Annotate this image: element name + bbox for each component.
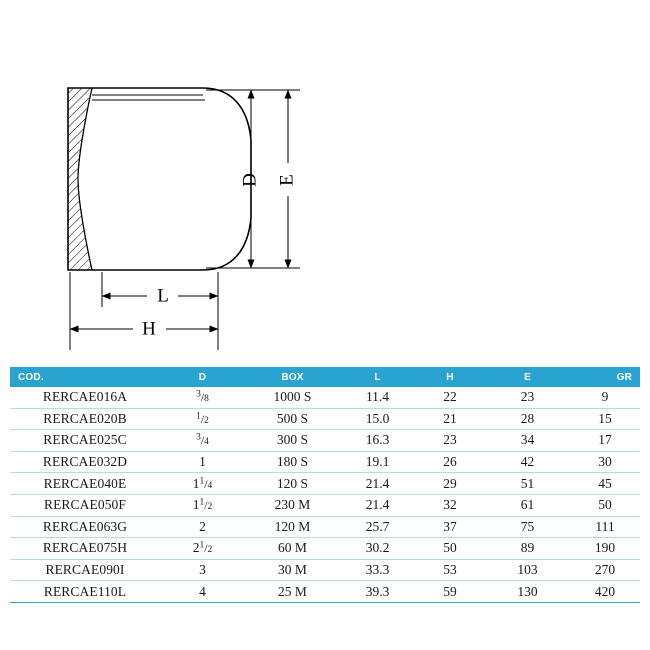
cell-box: 60 M xyxy=(245,538,340,560)
cell-e: 61 xyxy=(485,494,570,516)
cell-d: 2 xyxy=(160,516,245,538)
column-header-l: L xyxy=(340,368,415,387)
cell-cod: RERCAE090I xyxy=(10,559,160,581)
cell-box: 180 S xyxy=(245,451,340,473)
table-row xyxy=(10,387,640,408)
cell-gr: 50 xyxy=(570,494,640,516)
cell-l: 16.3 xyxy=(340,430,415,452)
cell-l: 21.4 xyxy=(340,473,415,495)
cell-h: 26 xyxy=(415,451,485,473)
table-row xyxy=(10,451,640,473)
cell-l: 25.7 xyxy=(340,516,415,538)
specification-table xyxy=(10,368,640,603)
cell-gr: 17 xyxy=(570,430,640,452)
cell-e: 23 xyxy=(485,387,570,408)
cell-box: 30 M xyxy=(245,559,340,581)
cell-box: 120 S xyxy=(245,473,340,495)
cell-l: 15.0 xyxy=(340,408,415,430)
cell-d: $1^1/4$ xyxy=(160,473,245,495)
specification-table-wrapper xyxy=(10,368,640,603)
cell-cod: RERCAE040E xyxy=(10,473,160,495)
cap-top-edge-lines xyxy=(92,95,205,100)
cell-e: 89 xyxy=(485,538,570,560)
cell-cod: RERCAE063G xyxy=(10,516,160,538)
cell-gr: 9 xyxy=(570,387,640,408)
column-header-box: BOX xyxy=(245,368,340,387)
cell-d: $^3$/8 xyxy=(160,387,245,408)
cell-l: 11.4 xyxy=(340,387,415,408)
cell-gr: 270 xyxy=(570,559,640,581)
cell-cod: RERCAE110L xyxy=(10,581,160,603)
cell-h: 22 xyxy=(415,387,485,408)
table-row xyxy=(10,494,640,516)
cell-h: 59 xyxy=(415,581,485,603)
column-header-gr: GR xyxy=(570,368,640,387)
cell-l: 21.4 xyxy=(340,494,415,516)
table-header-row xyxy=(10,368,640,387)
cell-cod: RERCAE050F xyxy=(10,494,160,516)
dimension-label-h: H xyxy=(142,318,156,340)
column-header-d: D xyxy=(160,368,245,387)
cell-gr: 420 xyxy=(570,581,640,603)
table-row xyxy=(10,408,640,430)
cell-h: 53 xyxy=(415,559,485,581)
cell-d: $^1$/2 xyxy=(160,408,245,430)
cell-gr: 111 xyxy=(570,516,640,538)
cell-d: $^3$/4 xyxy=(160,430,245,452)
cell-cod: RERCAE016A xyxy=(10,387,160,408)
cell-box: 300 S xyxy=(245,430,340,452)
cell-d: $1^1/2$ xyxy=(160,494,245,516)
cell-box: 1000 S xyxy=(245,387,340,408)
cell-box: 120 M xyxy=(245,516,340,538)
cell-d: 1 xyxy=(160,451,245,473)
cell-e: 42 xyxy=(485,451,570,473)
cell-h: 21 xyxy=(415,408,485,430)
dimension-label-d: D xyxy=(239,173,261,187)
cell-box: 25 M xyxy=(245,581,340,603)
cell-cod: RERCAE025C xyxy=(10,430,160,452)
cell-cod: RERCAE020B xyxy=(10,408,160,430)
column-header-e: E xyxy=(485,368,570,387)
table-row xyxy=(10,473,640,495)
cell-d: 4 xyxy=(160,581,245,603)
cell-l: 30.2 xyxy=(340,538,415,560)
cell-box: 500 S xyxy=(245,408,340,430)
cell-gr: 45 xyxy=(570,473,640,495)
table-row xyxy=(10,430,640,452)
cell-h: 32 xyxy=(415,494,485,516)
table-row xyxy=(10,581,640,603)
cell-box: 230 M xyxy=(245,494,340,516)
cell-e: 34 xyxy=(485,430,570,452)
cell-h: 37 xyxy=(415,516,485,538)
cell-h: 23 xyxy=(415,430,485,452)
dimension-label-e: E xyxy=(276,174,298,186)
cell-h: 50 xyxy=(415,538,485,560)
cell-h: 29 xyxy=(415,473,485,495)
cell-gr: 190 xyxy=(570,538,640,560)
dimension-label-l: L xyxy=(157,285,169,307)
cap-body-outline xyxy=(68,88,251,270)
table-row xyxy=(10,516,640,538)
cell-e: 103 xyxy=(485,559,570,581)
cell-l: 39.3 xyxy=(340,581,415,603)
cell-e: 28 xyxy=(485,408,570,430)
cell-gr: 30 xyxy=(570,451,640,473)
cell-l: 33.3 xyxy=(340,559,415,581)
column-header-h: H xyxy=(415,368,485,387)
cell-e: 75 xyxy=(485,516,570,538)
cell-cod: RERCAE075H xyxy=(10,538,160,560)
column-header-cod: COD. xyxy=(10,368,160,387)
table-row xyxy=(10,538,640,560)
cell-d: $2^1/2$ xyxy=(160,538,245,560)
cell-e: 51 xyxy=(485,473,570,495)
cell-d: 3 xyxy=(160,559,245,581)
cell-e: 130 xyxy=(485,581,570,603)
cap-wall-hatch xyxy=(68,88,92,270)
table-row xyxy=(10,559,640,581)
table-body xyxy=(10,387,640,602)
cell-gr: 15 xyxy=(570,408,640,430)
cell-l: 19.1 xyxy=(340,451,415,473)
cell-cod: RERCAE032D xyxy=(10,451,160,473)
